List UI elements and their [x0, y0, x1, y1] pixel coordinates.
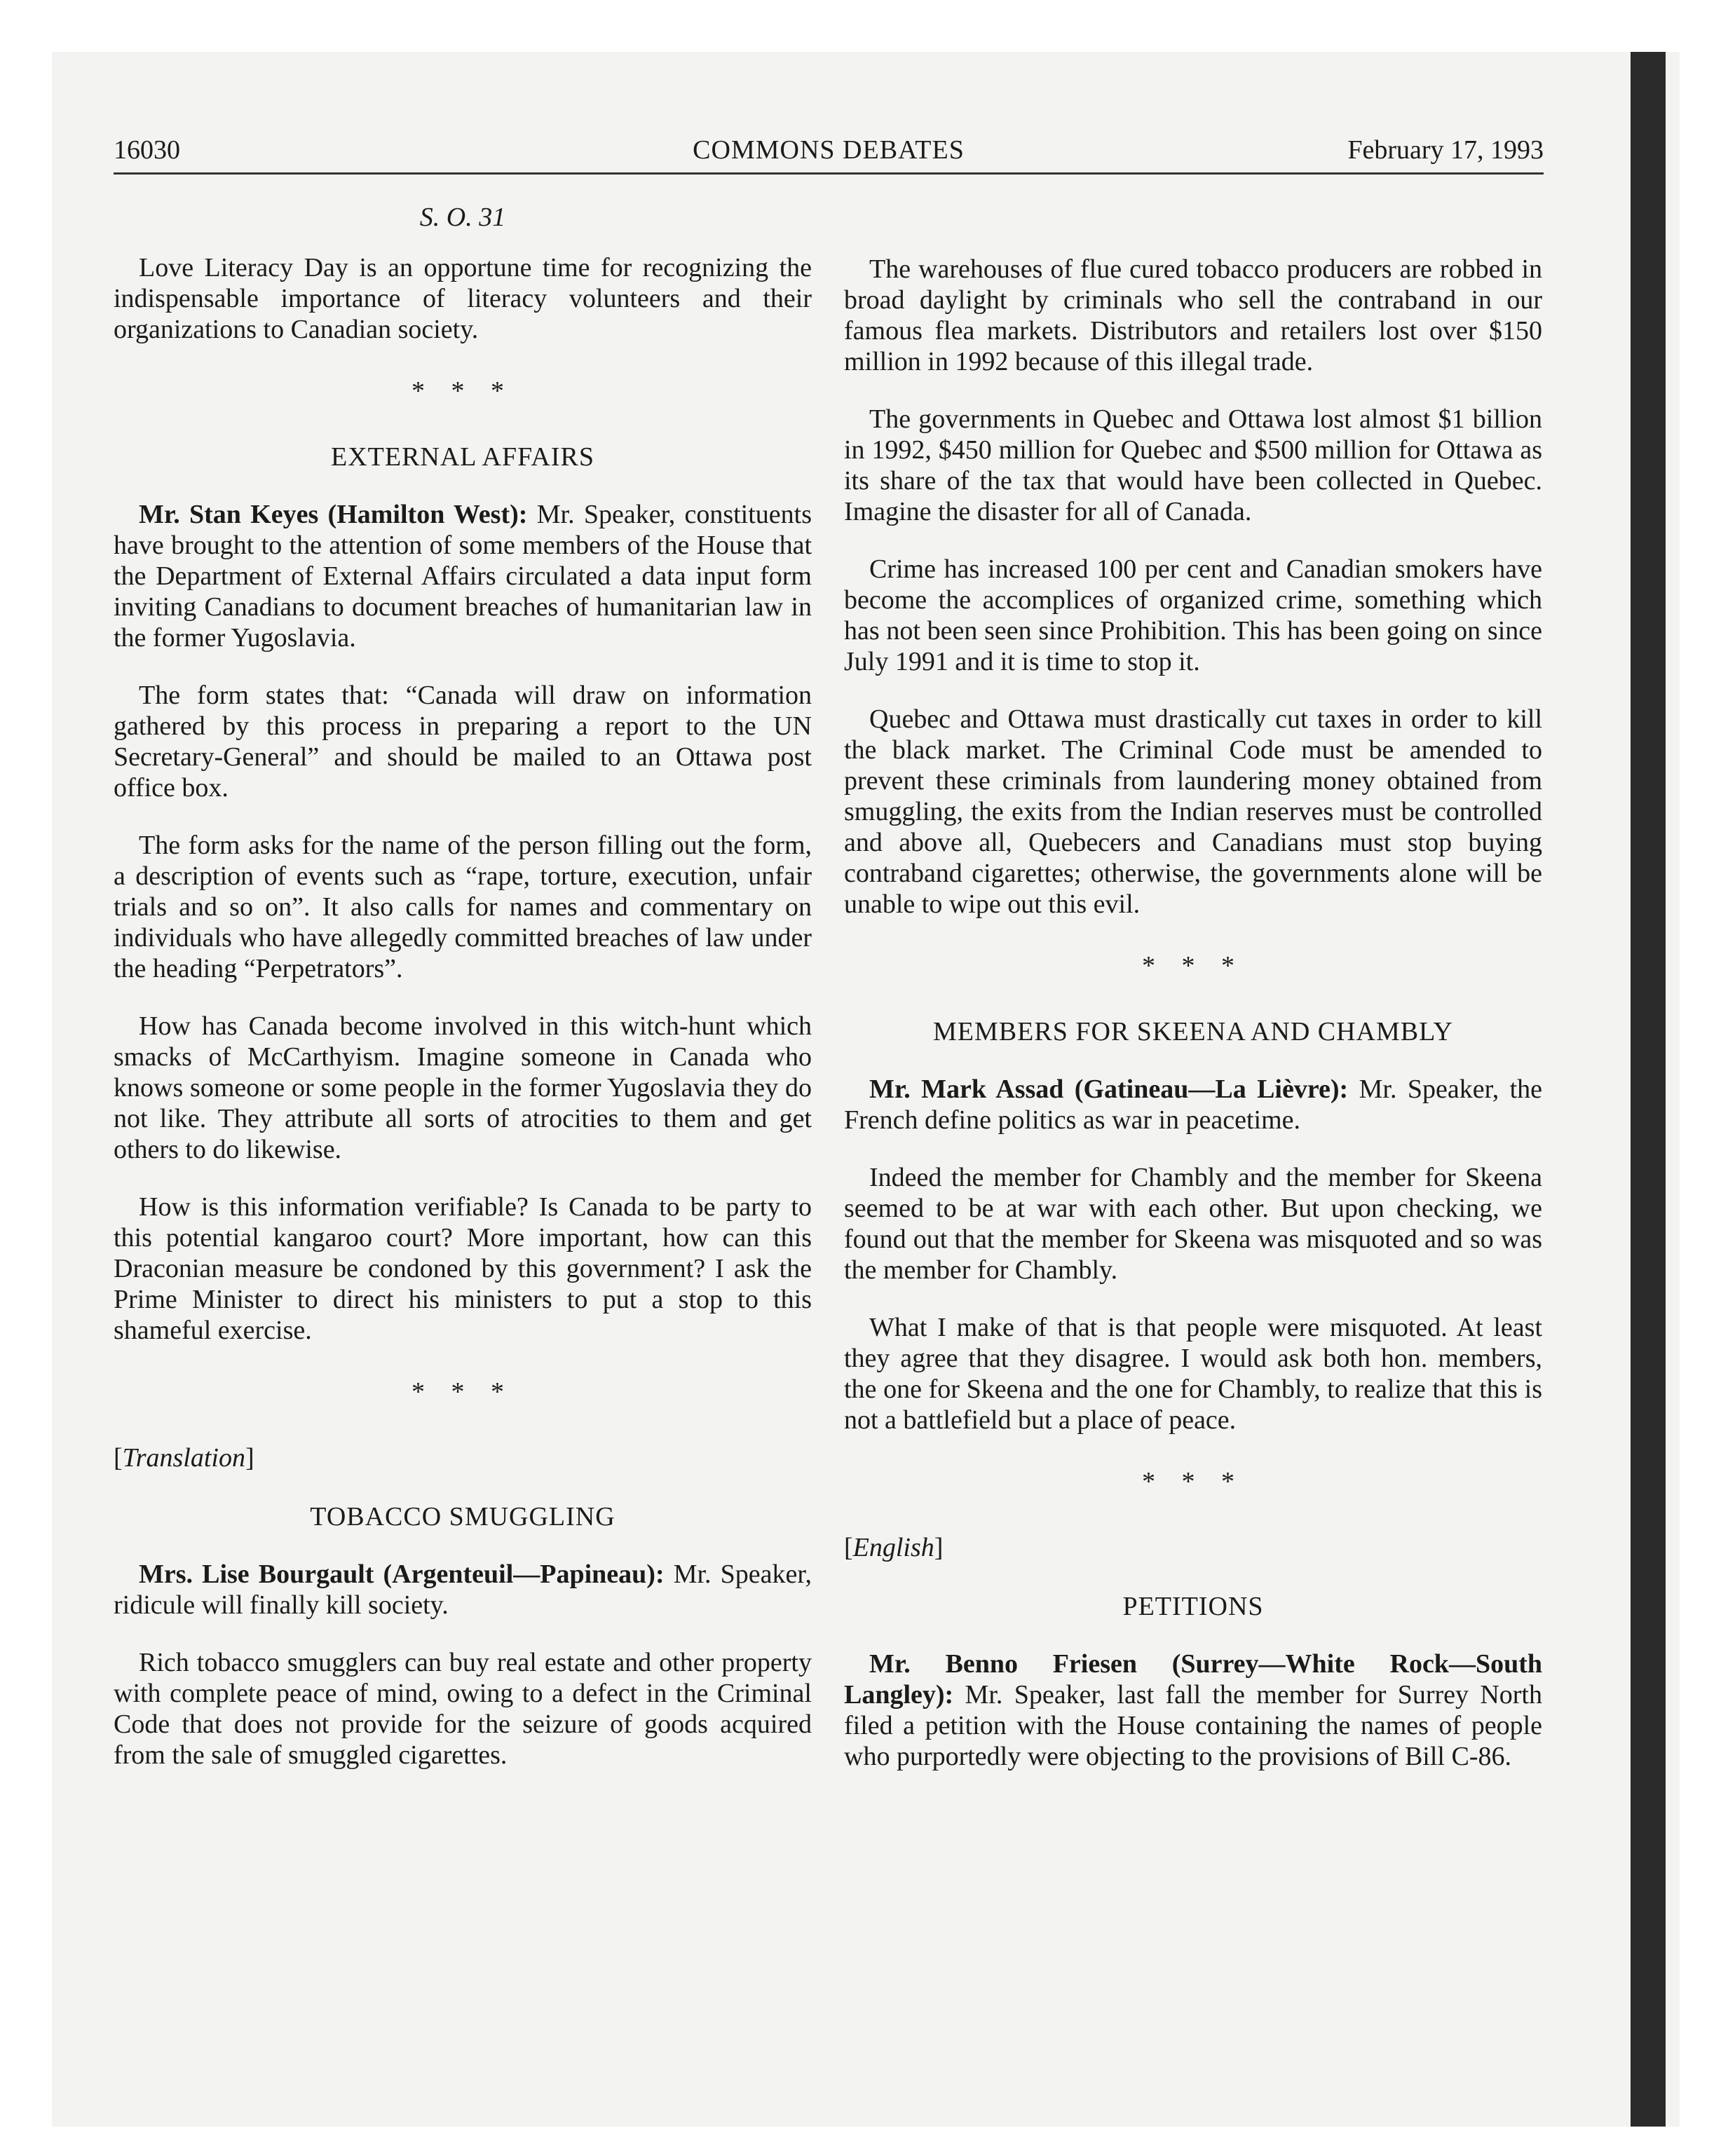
left-column: [114, 196, 812, 1797]
paragraph-text: Mr. Speaker, ridicule will finally kill society.: [114, 1560, 812, 1620]
scan-edge-shadow: [1631, 52, 1666, 2127]
page-number: 16030: [114, 135, 180, 165]
header-rule: [114, 172, 1544, 175]
paragraph: Rich tobacco smugglers can buy real estate and other property with complete peace of mind, owing to a defect in the Criminal Code that does not provide for the seizure of goods acquired from the sale of smuggled cigarettes.: [114, 1648, 812, 1770]
tag-word: English: [852, 1533, 934, 1562]
bracket: ]: [934, 1533, 944, 1562]
bracket: [: [844, 1533, 853, 1562]
bracket: [: [114, 1443, 123, 1473]
section-separator: * * *: [1142, 1467, 1244, 1496]
paragraph: [114, 499, 812, 653]
speaker-name: Mr. Benno Friesen (Surrey—White Rock—South Langley):: [844, 1649, 1542, 1710]
paragraph: How has Canada become involved in this witch-hunt which smacks of McCarthyism. Imagine someone in Canada who knows someone or some people in the former Yugoslavia they do not like. They attribute all sorts of atrocities to them and get others to do likewise.: [114, 1011, 812, 1164]
paragraph-text: Mr. Speaker, last fall the member for Surrey North filed a petition with the House containing the names of people who purportedly were objecting to the provisions of Bill C-86.: [844, 1680, 1542, 1771]
paragraph: The governments in Quebec and Ottawa lost almost $1 billion in 1992, $450 million for Quebec and $500 million for Ottawa as its share of the tax that would have been collected in Quebec. Imagine the disaster for all of Canada.: [844, 404, 1542, 526]
paragraph-text: Mr. Speaker, constituents have brought to the attention of some members of the House that the Department of External Affairs circulated a data input form inviting Canadians to document breaches of humanitarian law in the former Yugoslavia.: [114, 500, 812, 653]
right-column: [844, 254, 1542, 1799]
section-heading-members-skeena-chambly: MEMBERS FOR SKEENA AND CHAMBLY: [933, 1017, 1453, 1046]
paragraph: What I make of that is that people were misquoted. At least they agree that they disagree. I would ask both hon. members, the one for Skeena and the one for Chambly, to realize that this is not a battlefield but a place of peace.: [844, 1313, 1542, 1435]
section-separator: * * *: [1142, 951, 1244, 981]
speaker-name: Mr. Stan Keyes (Hamilton West):: [139, 500, 528, 529]
paragraph: Quebec and Ottawa must drastically cut taxes in order to kill the black market. The Criminal Code must be amended to prevent these criminals from laundering money obtained from smuggling, the exits from the Indian reserves must be controlled and above all, Quebecers and Canadians must stop buying contraband cigarettes; otherwise, the governments alone will be unable to wipe out this evil.: [844, 704, 1542, 919]
paragraph: [844, 1649, 1542, 1772]
section-heading-tobacco-smuggling: TOBACCO SMUGGLING: [310, 1502, 615, 1531]
speaker-name: Mrs. Lise Bourgault (Argenteuil—Papineau):: [139, 1560, 665, 1589]
paragraph: The form asks for the name of the person filling out the form, a description of events such as “rape, torture, execution, unfair trials and so on”. It also calls for names and commentary on individuals who have allegedly committed breaches of law under the heading “Perpetrators”.: [114, 831, 812, 983]
paragraph-text: Mr. Speaker, the French define politics as war in peacetime.: [844, 1074, 1543, 1135]
paragraph: Indeed the member for Chambly and the member for Skeena seemed to be at war with each other. But upon checking, we found out that the member for Skeena was misquoted and so was the member for Chambly.: [844, 1163, 1542, 1285]
paragraph: The warehouses of flue cured tobacco producers are robbed in broad daylight by criminals who sell the contraband in our famous flea markets. Distributors and retailers lost over $150 million in 1992 because of this illegal trade.: [844, 254, 1542, 376]
publication-date: February 17, 1993: [1347, 135, 1544, 165]
paragraph: The form states that: “Canada will draw on information gathered by this process in preparing a report to the UN Secretary-General” and should be mailed to an Ottawa post office box.: [114, 681, 812, 803]
tag-word: Translation: [122, 1443, 245, 1473]
translation-tag: [114, 1442, 812, 1473]
intro-paragraph: Love Literacy Day is an opportune time for recognizing the indispensable importance of literacy volunteers and their organizations to Canadian society.: [114, 253, 812, 344]
publication-title: COMMONS DEBATES: [693, 135, 965, 165]
paragraph: Crime has increased 100 per cent and Canadian smokers have become the accomplices of organized crime, something which has not been seen since Prohibition. This has been going on since July 1991 and it is time to stop it.: [844, 554, 1542, 676]
paragraph: [114, 1559, 812, 1621]
english-tag: [844, 1532, 1542, 1563]
bracket: ]: [245, 1443, 254, 1473]
section-heading-petitions: PETITIONS: [1122, 1592, 1264, 1621]
section-separator: * * *: [411, 1377, 514, 1407]
section-separator: * * *: [411, 376, 514, 406]
speaker-name: Mr. Mark Assad (Gatineau—La Lièvre):: [869, 1074, 1349, 1104]
paragraph: [844, 1074, 1542, 1135]
page-header: [114, 128, 1544, 171]
section-heading-external-affairs: EXTERNAL AFFAIRS: [331, 442, 594, 472]
section-marker: S. O. 31: [419, 203, 506, 232]
paragraph: How is this information verifiable? Is Canada to be party to this potential kangaroo court? More important, how can this Draconian measure be condoned by this government? I ask the Prime Minister to direct his ministers to put a stop to this shameful exercise.: [114, 1192, 812, 1345]
